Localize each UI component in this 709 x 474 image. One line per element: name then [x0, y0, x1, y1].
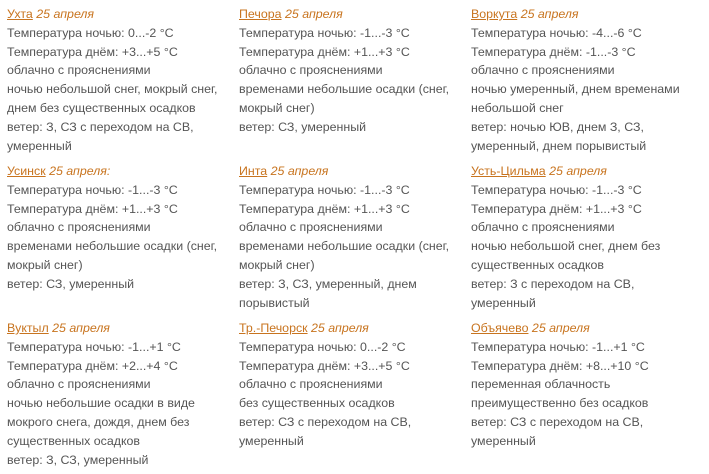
forecast-date: 25 апреля: [549, 164, 607, 178]
forecast-row: [7, 162, 707, 319]
forecast-date: 25 апреля: [270, 164, 329, 178]
wind: ветер: СЗ, умеренный: [7, 276, 135, 291]
precipitation: без существенных осадков: [239, 396, 395, 411]
sky-condition: облачно с прояснениями: [7, 63, 151, 78]
night-temperature: Температура ночью: -1...-3 °C: [239, 25, 410, 40]
forecast-date: 25 апреля: [36, 7, 95, 21]
forecast-date: 25 апреля:: [49, 164, 111, 178]
forecast-heading: [7, 319, 227, 338]
sky-condition: облачно с прояснениями: [239, 63, 383, 78]
night-temperature: Температура ночью: 0...-2 °C: [7, 25, 174, 40]
night-temperature: Температура ночью: -4...-6 °C: [471, 25, 642, 40]
wind: ветер: З, СЗ с переходом на СВ, умеренный: [7, 119, 194, 153]
precipitation: временами небольшие осадки (снег, мокрый снег): [239, 82, 450, 115]
precipitation: ночью небольшой снег, днем без существенных осадков: [471, 239, 661, 272]
sky-condition: облачно с прояснениями: [239, 377, 383, 392]
forecast-card-ukhta: [7, 5, 239, 155]
day-temperature: Температура днём: -1...-3 °C: [471, 44, 636, 59]
forecast-heading: [471, 162, 695, 181]
city-link-obyachevo[interactable]: Объячево: [471, 321, 529, 335]
precipitation: преимущественно без осадков: [471, 396, 649, 411]
forecast-heading: [239, 5, 459, 24]
forecast-heading: [471, 319, 695, 338]
sky-condition: облачно с прояснениями: [471, 220, 615, 235]
forecast-heading: [7, 162, 227, 181]
day-temperature: Температура днём: +1...+3 °C: [7, 201, 178, 216]
wind: ветер: СЗ, умеренный: [239, 119, 367, 134]
forecast-date: 25 апреля: [311, 321, 369, 335]
night-temperature: Температура ночью: -1...-3 °C: [239, 182, 410, 197]
day-temperature: Температура днём: +3...+5 °C: [239, 358, 410, 373]
city-link-inta[interactable]: Инта: [239, 164, 268, 178]
precipitation: ночью небольшие осадки в виде мокрого снега, дождя, днем без существенных осадков: [7, 396, 195, 448]
city-link-ukhta[interactable]: Ухта: [7, 7, 33, 21]
city-link-usinsk[interactable]: Усинск: [7, 164, 46, 178]
night-temperature: Температура ночью: -1...+1 °C: [7, 339, 181, 354]
city-link-tr-pechorsk[interactable]: Тр.-Печорск: [239, 321, 308, 335]
wind: ветер: З, СЗ, умеренный, днем порывистый: [239, 276, 417, 310]
day-temperature: Температура днём: +3...+5 °C: [7, 44, 178, 59]
forecast-date: 25 апреля: [284, 7, 343, 21]
sky-condition: облачно с прояснениями: [7, 377, 151, 392]
forecast-card-obyachevo: [471, 319, 707, 451]
day-temperature: Температура днём: +1...+3 °C: [239, 44, 410, 59]
city-link-vuktyl[interactable]: Вуктыл: [7, 321, 49, 335]
forecast-card-usinsk: [7, 162, 239, 294]
night-temperature: Температура ночью: -1...-3 °C: [471, 182, 642, 197]
sky-condition: переменная облачность: [471, 377, 611, 392]
forecast-row: [7, 5, 707, 162]
forecast-date: 25 апреля: [531, 321, 590, 335]
sky-condition: облачно с прояснениями: [7, 220, 151, 235]
precipitation: ночью небольшой снег, мокрый снег, днем без существенных осадков: [7, 82, 218, 115]
day-temperature: Температура днём: +8...+10 °C: [471, 358, 649, 373]
wind: ветер: СЗ с переходом на СВ, умеренный: [239, 414, 412, 448]
forecast-card-vuktyl: [7, 319, 239, 469]
city-link-ust-tsilma[interactable]: Усть-Цильма: [471, 164, 546, 178]
precipitation: временами небольшие осадки (снег, мокрый снег): [7, 239, 218, 272]
precipitation: ночью умеренный, днем временами небольшой снег: [471, 82, 680, 115]
wind: ветер: СЗ с переходом на СВ, умеренный: [471, 414, 644, 448]
forecast-heading: [239, 162, 459, 181]
sky-condition: облачно с прояснениями: [239, 220, 383, 235]
wind: ветер: З, СЗ, умеренный: [7, 452, 149, 467]
forecast-card-ust-tsilma: [471, 162, 707, 312]
night-temperature: Температура ночью: 0...-2 °C: [239, 339, 406, 354]
night-temperature: Температура ночью: -1...+1 °C: [471, 339, 645, 354]
wind: ветер: З с переходом на СВ, умеренный: [471, 276, 635, 310]
forecast-heading: [471, 5, 695, 24]
forecast-card-tr-pechorsk: [239, 319, 471, 451]
day-temperature: Температура днём: +1...+3 °C: [471, 201, 642, 216]
precipitation: временами небольшие осадки (снег, мокрый снег): [239, 239, 450, 272]
day-temperature: Температура днём: +1...+3 °C: [239, 201, 410, 216]
forecast-date: 25 апреля: [520, 7, 579, 21]
day-temperature: Температура днём: +2...+4 °C: [7, 358, 178, 373]
forecast-grid: [7, 5, 707, 474]
forecast-heading: [239, 319, 459, 338]
forecast-card-vorkuta: [471, 5, 707, 155]
wind: ветер: ночью ЮВ, днем З, СЗ, умеренный, днем порывистый: [471, 119, 647, 153]
forecast-card-pechora: [239, 5, 471, 137]
forecast-card-inta: [239, 162, 471, 312]
forecast-date: 25 апреля: [52, 321, 110, 335]
sky-condition: облачно с прояснениями: [471, 63, 615, 78]
city-link-vorkuta[interactable]: Воркута: [471, 7, 518, 21]
forecast-heading: [7, 5, 227, 24]
forecast-row: [7, 319, 707, 474]
night-temperature: Температура ночью: -1...-3 °C: [7, 182, 178, 197]
city-link-pechora[interactable]: Печора: [239, 7, 282, 21]
